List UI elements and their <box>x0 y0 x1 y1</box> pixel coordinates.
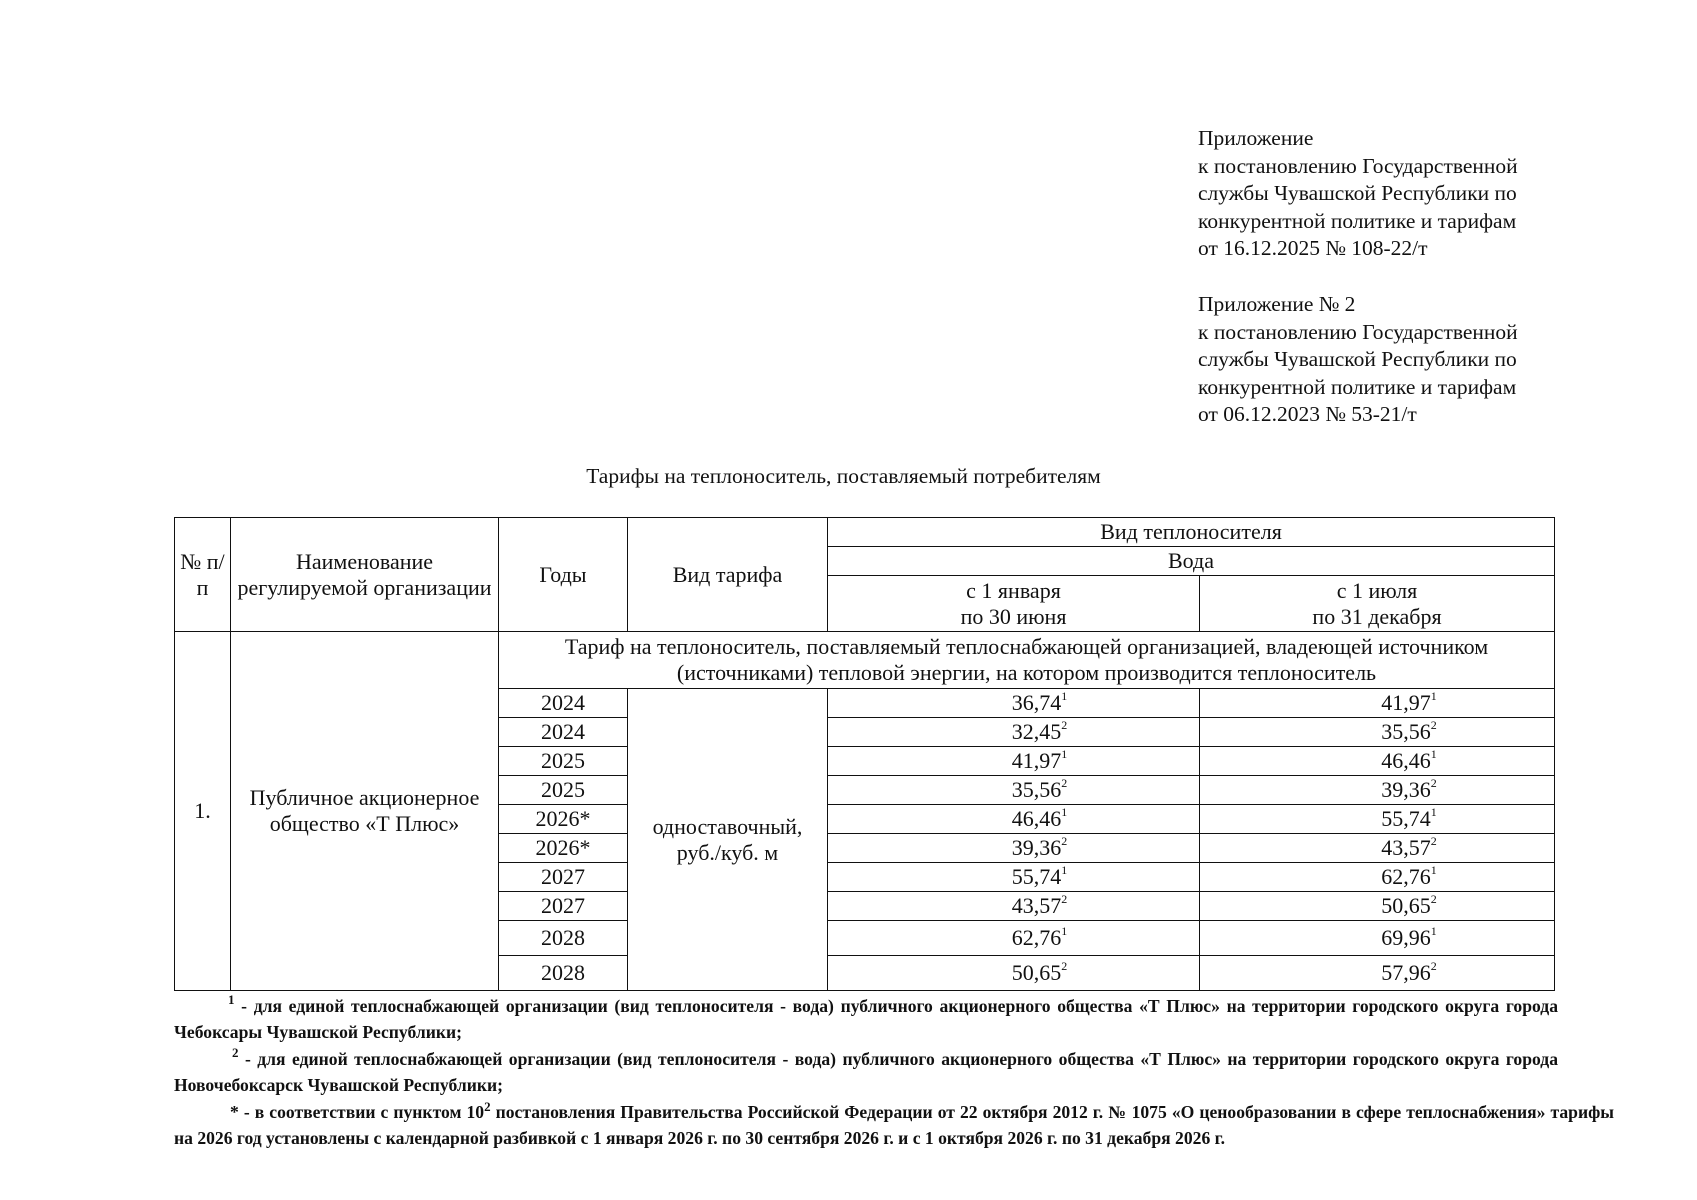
tariff-value <box>1012 806 1068 832</box>
footnote-ref: 1 <box>1061 862 1068 877</box>
appendix-original-block <box>1198 291 1668 429</box>
tariff-second-half-cell <box>1200 805 1555 834</box>
organization-name-text: Публичное акционерное общество «Т Плюс» <box>249 785 480 836</box>
row-number: 1. <box>175 632 231 991</box>
header-period-second-line1: с 1 июля <box>1336 577 1418 603</box>
appendix-line: Приложение № 2 <box>1198 292 1356 316</box>
footnote-ref: 1 <box>1430 923 1437 938</box>
footnote-text: - в соответствии с пунктом 10 <box>238 1102 485 1122</box>
tariff-first-half-cell <box>828 921 1200 956</box>
footnotes <box>174 994 1614 1151</box>
tariff-type-text: одноставочный, руб./куб. м <box>652 813 803 865</box>
header-carrier-type: Вид теплоносителя <box>828 518 1555 547</box>
tariff-number: 41,97 <box>1011 748 1062 773</box>
year-cell: 2026* <box>499 834 628 863</box>
footnote-text: - для единой теплоснабжающей организации (вид теплоносителя - вода) публичного акционерного общества «Т Плюс» на территории городского округа города Новочебоксарск Чувашской Республики; <box>174 1049 1558 1095</box>
footnote-sup: 2 <box>484 1099 491 1114</box>
tariff-number: 43,57 <box>1011 893 1062 918</box>
header-years: Годы <box>499 518 628 632</box>
header-period-first-line2: по 30 июня <box>960 603 1067 629</box>
section-title: Тариф на теплоноситель, поставляемый теплоснабжающей организацией, владеющей источником (источниками) тепловой энергии, на котором производится теплоноситель <box>499 632 1555 689</box>
tariff-second-half-cell <box>1200 834 1555 863</box>
footnote-ref: 2 <box>1061 958 1068 973</box>
tariff-number: 41,97 <box>1381 690 1431 715</box>
tariff-value <box>1012 690 1068 716</box>
tariff-type-cell <box>628 689 828 991</box>
tariff-first-half-cell <box>828 718 1200 747</box>
footnote-1 <box>174 994 1558 1045</box>
tariff-second-half-cell <box>1200 892 1555 921</box>
appendix-line: к постановлению Государственной <box>1198 319 1518 344</box>
footnote-ref: 1 <box>1430 804 1437 819</box>
tariff-first-half-cell <box>828 956 1200 991</box>
appendix-line: конкурентной политике и тарифам <box>1198 374 1517 399</box>
tariff-value <box>1012 777 1068 803</box>
tariff-first-half-cell <box>828 834 1200 863</box>
footnote-mark: * <box>230 1102 239 1122</box>
year-cell: 2024 <box>499 718 628 747</box>
tariff-value <box>1381 719 1437 745</box>
header-organization: Наименование регулируемой организации <box>231 518 499 632</box>
footnote-asterisk <box>174 1100 1614 1151</box>
appendix-line: службы Чувашской Республики по <box>1198 181 1517 205</box>
appendix-line: к постановлению Государственной <box>1198 153 1518 178</box>
appendix-current-block <box>1198 125 1668 263</box>
tariff-first-half-cell <box>828 776 1200 805</box>
year-cell: 2028 <box>499 956 628 991</box>
tariff-first-half-cell <box>828 747 1200 776</box>
footnote-mark: 1 <box>228 992 235 1007</box>
tariff-value <box>1012 835 1068 861</box>
header-period-second-half <box>1200 576 1555 632</box>
tariff-number: 50,65 <box>1011 960 1062 985</box>
footnote-text: постановления Правительства Российской Федерации от 22 октября 2012 г. № 1075 «О ценообразовании в сфере теплоснабжения» тарифы на 2026 год установлены с календарной разбивкой с 1 января 2026 г. по 30 сентября 2026 г. и с 1 октября 2026 г. по 31 декабря 2026 г. <box>174 1102 1614 1148</box>
year-cell: 2027 <box>499 863 628 892</box>
tariff-number: 43,57 <box>1381 835 1431 860</box>
footnote-text: - для единой теплоснабжающей организации (вид теплоносителя - вода) публичного акционерного общества «Т Плюс» на территории городского округа города Чебоксары Чувашской Республики; <box>174 996 1558 1042</box>
tariff-second-half-cell <box>1200 718 1555 747</box>
tariff-value <box>1012 864 1068 890</box>
footnote-ref: 1 <box>1430 746 1437 761</box>
year-cell: 2026* <box>499 805 628 834</box>
tariff-number: 57,96 <box>1381 960 1431 985</box>
tariff-number: 46,46 <box>1381 748 1431 773</box>
tariff-value <box>1381 864 1437 890</box>
appendix-line: от 16.12.2025 № 108-22/т <box>1198 236 1428 260</box>
tariff-value <box>1381 960 1437 986</box>
tariff-number: 46,46 <box>1011 806 1062 831</box>
tariff-value <box>1381 690 1437 716</box>
tariff-second-half-cell <box>1200 776 1555 805</box>
tariff-value <box>1012 719 1068 745</box>
year-cell: 2028 <box>499 921 628 956</box>
tariff-second-half-cell <box>1200 956 1555 991</box>
tariff-first-half-cell <box>828 805 1200 834</box>
tariff-number: 36,74 <box>1011 690 1062 715</box>
tariff-second-half-cell <box>1200 747 1555 776</box>
footnote-ref: 1 <box>1061 804 1068 819</box>
header-period-second-line2: по 31 декабря <box>1312 603 1442 629</box>
document-title <box>0 462 1697 490</box>
tariff-second-half-cell <box>1200 921 1555 956</box>
appendix-line: конкурентной политике и тарифам <box>1198 208 1517 233</box>
tariff-value <box>1012 748 1068 774</box>
year-cell: 2024 <box>499 689 628 718</box>
appendix-line: службы Чувашской Республики по <box>1198 347 1517 371</box>
tariff-first-half-cell <box>828 689 1200 718</box>
header-tariff-type: Вид тарифа <box>628 518 828 632</box>
tariff-first-half-cell <box>828 892 1200 921</box>
header-water: Вода <box>828 547 1555 576</box>
footnote-ref: 1 <box>1061 746 1068 761</box>
tariff-value <box>1012 925 1068 951</box>
tariff-number: 62,76 <box>1381 864 1431 889</box>
tariff-value <box>1381 893 1437 919</box>
tariff-number: 55,74 <box>1381 806 1431 831</box>
footnote-mark: 2 <box>232 1045 239 1060</box>
tariffs-table <box>174 517 1555 991</box>
tariff-value <box>1012 960 1068 986</box>
appendix-line: Приложение <box>1198 126 1314 150</box>
header-period-first-line1: с 1 января <box>966 577 1061 603</box>
header-period-first-half <box>828 576 1200 632</box>
tariff-value <box>1012 893 1068 919</box>
footnote-ref: 2 <box>1061 891 1068 906</box>
footnote-2 <box>174 1047 1558 1098</box>
tariff-value <box>1381 835 1437 861</box>
footnote-ref: 2 <box>1430 958 1437 973</box>
footnote-ref: 1 <box>1430 862 1437 877</box>
tariff-number: 50,65 <box>1381 893 1431 918</box>
footnote-ref: 2 <box>1430 775 1437 790</box>
organization-name <box>231 632 499 991</box>
tariff-number: 35,56 <box>1381 719 1431 744</box>
year-cell: 2025 <box>499 747 628 776</box>
tariff-value <box>1381 925 1437 951</box>
year-cell: 2027 <box>499 892 628 921</box>
document-title-text: Тарифы на теплоноситель, поставляемый потребителям <box>586 464 1101 488</box>
tariff-second-half-cell <box>1200 863 1555 892</box>
tariff-number: 62,76 <box>1011 925 1062 950</box>
tariff-number: 32,45 <box>1011 719 1062 744</box>
footnote-ref: 1 <box>1061 923 1068 938</box>
footnote-ref: 1 <box>1061 688 1068 703</box>
tariff-value <box>1381 806 1437 832</box>
tariff-number: 35,56 <box>1011 777 1062 802</box>
footnote-ref: 2 <box>1061 833 1068 848</box>
footnote-ref: 2 <box>1061 717 1068 732</box>
footnote-ref: 2 <box>1430 833 1437 848</box>
tariff-number: 39,36 <box>1381 777 1431 802</box>
footnote-ref: 2 <box>1061 775 1068 790</box>
tariff-value <box>1381 777 1437 803</box>
footnote-ref: 2 <box>1430 891 1437 906</box>
tariff-number: 39,36 <box>1011 835 1062 860</box>
footnote-ref: 1 <box>1430 688 1437 703</box>
footnote-ref: 2 <box>1430 717 1437 732</box>
tariff-value <box>1381 748 1437 774</box>
header-number: № п/п <box>175 518 231 632</box>
tariff-number: 69,96 <box>1381 925 1431 950</box>
year-cell: 2025 <box>499 776 628 805</box>
tariff-first-half-cell <box>828 863 1200 892</box>
appendix-line: от 06.12.2023 № 53-21/т <box>1198 402 1417 426</box>
tariff-number: 55,74 <box>1011 864 1062 889</box>
tariff-second-half-cell <box>1200 689 1555 718</box>
